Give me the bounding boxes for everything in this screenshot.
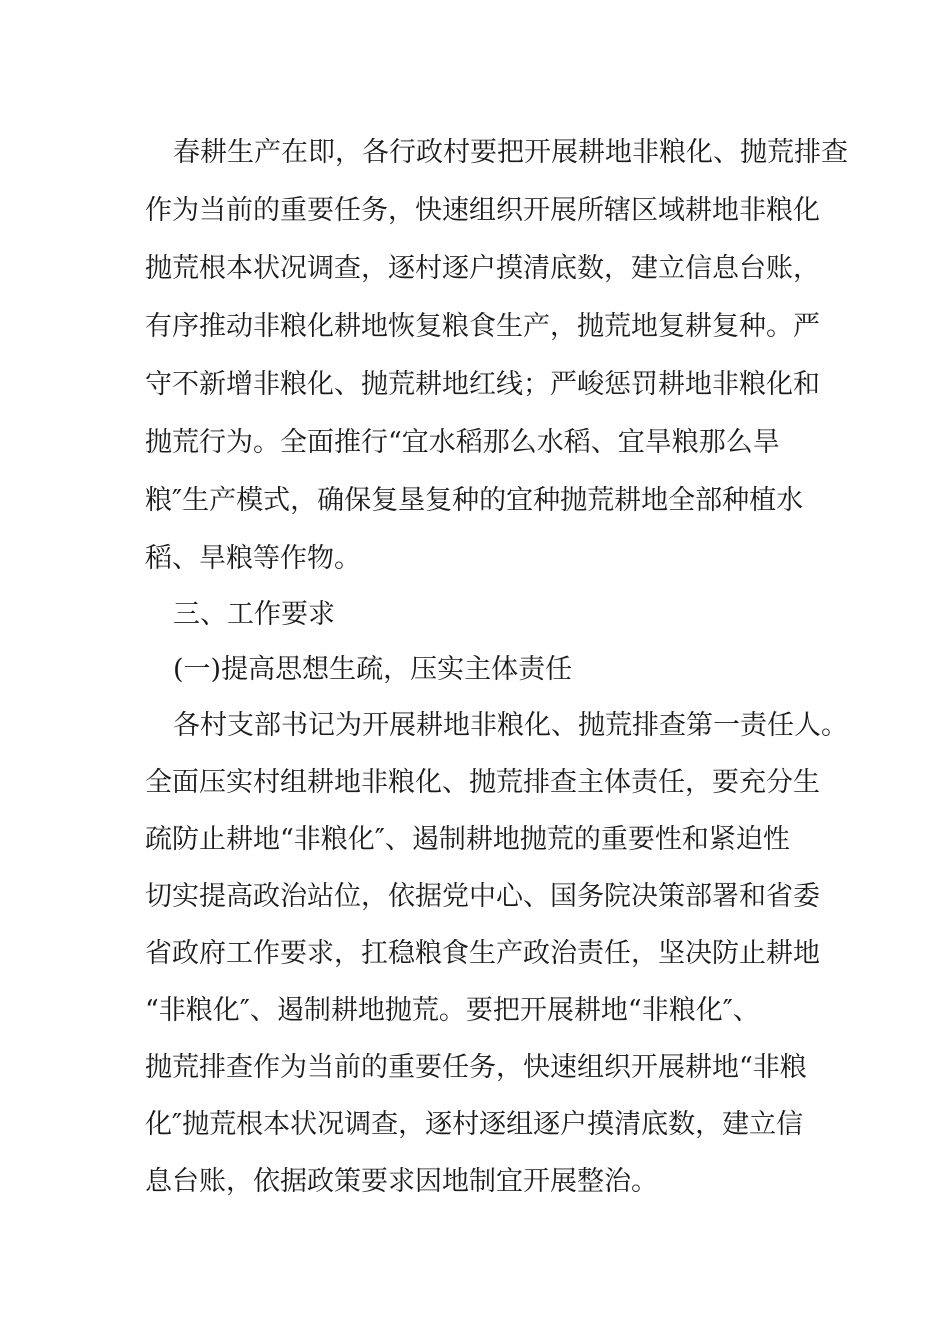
- paragraph-2-line-1: 各村支部书记为开展耕地非粮化、抛荒排查第一责任人。: [173, 710, 848, 741]
- paragraph-1-line-4: 有序推动非粮化耕地恢复粮食生产，抛荒地复耕复种。严: [145, 311, 820, 342]
- paragraph-2-line-6: “非粮化″、遏制耕地抛荒。要把开展耕地“非粮化″、: [145, 995, 760, 1026]
- paragraph-1-line-6: 抛荒行为。全面推行“宜水稻那么水稻、宜旱粮那么旱: [145, 427, 780, 458]
- section-heading: 三、工作要求: [173, 599, 335, 630]
- paragraph-2-line-5: 省政府工作要求，扛稳粮食生产政治责任，坚决防止耕地: [145, 938, 820, 969]
- paragraph-2-line-3: 疏防止耕地“非粮化″、遏制耕地抛荒的重要性和紧迫性: [145, 824, 790, 855]
- paragraph-2-line-7: 抛荒排查作为当前的重要任务，快速组织开展耕地“非粮: [145, 1052, 807, 1083]
- subsection-heading: (一)提高思想生疏，压实主体责任: [173, 654, 573, 685]
- paragraph-2-line-4: 切实提高政治站位，依据党中心、国务院决策部署和省委: [145, 881, 820, 912]
- paragraph-2-line-2: 全面压实村组耕地非粮化、抛荒排查主体责任，要充分生: [145, 767, 820, 798]
- paragraph-1-line-5: 守不新增非粮化、抛荒耕地红线；严峻惩罚耕地非粮化和: [145, 369, 820, 400]
- paragraph-2-line-8: 化″抛荒根本状况调查，逐村逐组逐户摸清底数，建立信: [145, 1109, 804, 1140]
- paragraph-1-line-3: 抛荒根本状况调查，逐村逐户摸清底数，建立信息台账，: [145, 253, 820, 284]
- paragraph-1-line-2: 作为当前的重要任务，快速组织开展所辖区域耕地非粮化: [145, 195, 820, 226]
- paragraph-1-line-7: 粮″生产模式，确保复垦复种的宜种抛荒耕地全部种植水: [145, 485, 804, 516]
- paragraph-1-line-1: 春耕生产在即，各行政村要把开展耕地非粮化、抛荒排查: [173, 137, 848, 168]
- paragraph-2-line-9: 息台账，依据政策要求因地制宜开展整治。: [145, 1166, 658, 1197]
- paragraph-1-line-8: 稻、旱粮等作物。: [145, 543, 361, 574]
